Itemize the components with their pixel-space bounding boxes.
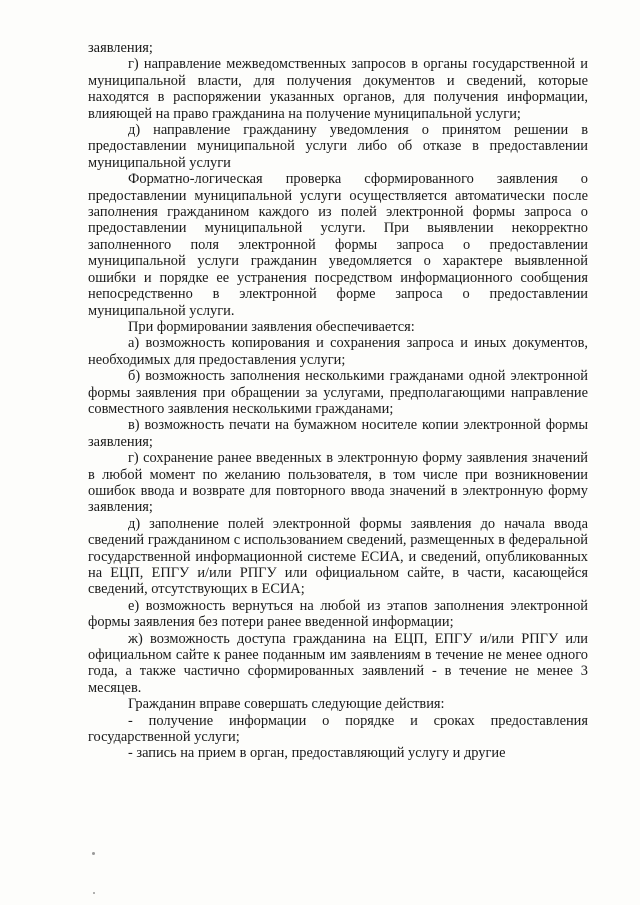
paragraph: Гражданин вправе совершать следующие действия: xyxy=(128,696,445,713)
paragraph: г) направление межведомственных запросов в органы государственной и муниципальной власти, для получения документов и сведений, которые находятся в распоряжении указанных органов, для получения информации, влияющей на право гражданина на получение муниципальной услуги; xyxy=(88,56,588,122)
list-item: г) сохранение ранее введенных в электронную форму заявления значений в любой момент по желанию пользователя, в том числе при возникновении ошибок ввода и возврате для повторного ввода значений в электронную форму заявления; xyxy=(88,450,588,516)
scan-speck xyxy=(93,892,95,894)
paragraph: При формировании заявления обеспечивается: xyxy=(128,318,415,335)
paragraph: Форматно-логическая проверка сформированного заявления о предоставлении муниципальной услуги осуществляется автоматически после заполнения гражданином каждого из полей электронной формы запроса о предоставлении муниципальной услуги. При выявлении некорректно заполненного поля электронной формы запроса о предоставлении муниципальной услуги гражданин уведомляется о характере выявленной ошибки и порядке ее устранения посредством информационного сообщения непосредственно в электронной форме запроса о предоставлении муниципальной услуги. xyxy=(88,171,588,319)
list-item: ж) возможность доступа гражданина на ЕЦП, ЕПГУ и/или РПГУ или официальном сайте к ранее поданным им заявлениям в течение не менее одного года, а также частично сформированных заявлений - в течение не менее 3 месяцев. xyxy=(88,630,588,696)
paragraph: д) направление гражданину уведомления о принятом решении в предоставлении муниципальной услуги либо об отказе в предоставлении муниципальной услуги xyxy=(88,122,588,171)
list-item: - запись на прием в орган, предоставляющий услугу и другие xyxy=(128,745,506,762)
scan-speck xyxy=(92,852,95,855)
list-item: б) возможность заполнения несколькими гражданами одной электронной формы заявления при обращении за услугами, предполагающими направление совместного заявления несколькими гражданами; xyxy=(88,368,588,417)
list-item: в) возможность печати на бумажном носителе копии электронной формы заявления; xyxy=(88,417,588,450)
list-item: д) заполнение полей электронной формы заявления до начала ввода сведений гражданином с использованием сведений, размещенных в федеральной государственной информационной системе ЕСИА, и сведений, опубликованных на ЕЦП, ЕПГУ и/или РПГУ или официальном сайте, в части, касающейся сведений, отсутствующих в ЕСИА; xyxy=(88,515,588,598)
list-item: а) возможность копирования и сохранения запроса и иных документов, необходимых для предоставления услуги; xyxy=(88,335,588,368)
paragraph: заявления; xyxy=(88,40,153,56)
list-item: - получение информации о порядке и сроках предоставления государственной услуги; xyxy=(88,712,588,746)
document-body xyxy=(88,40,588,762)
list-item: е) возможность вернуться на любой из этапов заполнения электронной формы заявления без потери ранее введенной информации; xyxy=(88,597,588,631)
